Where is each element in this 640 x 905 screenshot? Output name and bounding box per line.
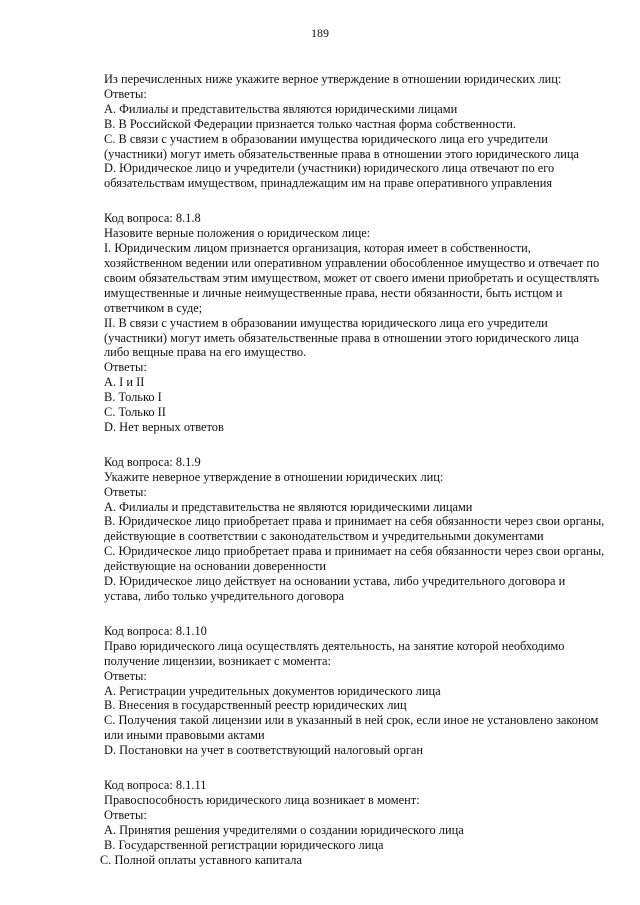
answers-heading: Ответы:: [104, 484, 147, 499]
answer-a: A. I и II: [104, 375, 145, 390]
question-block-8-1-11: [100, 778, 620, 867]
answer-b: B. Внесения в государственный реестр юридических лиц: [104, 698, 407, 713]
answers-heading: Ответы:: [104, 807, 147, 822]
statement-i-continued: ответчиком в суде;: [104, 300, 203, 315]
question-code: Код вопроса: 8.1.11: [104, 778, 207, 793]
answer-c-continued: или иными правовыми актами: [104, 728, 265, 743]
answer-d: D. Постановки на учет в соответствующий налоговый орган: [104, 743, 423, 758]
question-block-8-1-7: [104, 72, 620, 191]
question-text: Право юридического лица осуществлять деятельность, на занятие которой необходимо: [104, 638, 565, 653]
answer-d-continued: устава, либо только учредительного договора: [104, 589, 345, 603]
answer-b: B. Юридическое лицо приобретает права и принимает на себя обязанности через свои органы,: [104, 514, 605, 529]
question-code: Код вопроса: 8.1.10: [104, 623, 207, 638]
question-text-continued: получение лицензии, возникает с момента:: [104, 653, 331, 668]
statement-ii-continued: либо вещные права на его имущество.: [104, 345, 307, 360]
question-text: Из перечисленных ниже укажите верное утверждение в отношении юридических лиц:: [104, 72, 562, 86]
question-code: Код вопроса: 8.1.8: [104, 211, 201, 226]
answer-c-continued: действующие на основании доверенности: [104, 559, 327, 574]
statement-ii: II. В связи с участием в образовании имущества юридического лица его учредители: [104, 315, 548, 330]
answer-c: C. Только II: [104, 405, 166, 420]
statement-i-continued: хозяйственном ведении или оперативном управлении обособленное имущество и отвечает по: [104, 255, 600, 270]
answer-c: C. Получения такой лицензии или в указанный в ней срок, если иное не установлено законом: [104, 713, 599, 728]
page-number: 189: [311, 26, 329, 40]
answers-heading: Ответы:: [104, 360, 147, 375]
answer-c: C. Полной оплаты уставного капитала: [100, 852, 302, 867]
question-text: Правоспособность юридического лица возникает в момент:: [104, 792, 420, 807]
question-text: Укажите неверное утверждение в отношении юридических лиц:: [104, 469, 444, 484]
answer-d: D. Нет верных ответов: [104, 419, 224, 434]
answer-c: C. В связи с участием в образовании имущества юридического лица его учредители: [104, 131, 548, 146]
answer-a: A. Регистрации учредительных документов юридического лица: [104, 683, 441, 698]
answer-c: C. Юридическое лицо приобретает права и принимает на себя обязанности через свои органы,: [104, 544, 605, 559]
document-body: [100, 72, 620, 888]
answer-a: A. Филиалы и представительства являются юридическими лицами: [104, 101, 458, 116]
statement-i-continued: своим обязательствам этим имуществом, может от своего имени приобретать и осуществлять: [104, 270, 600, 285]
answer-b: B. Государственной регистрации юридического лица: [104, 837, 384, 852]
answer-d-continued: обязательствам имуществом, принадлежащим им на праве оперативного управления: [104, 176, 553, 191]
question-block-8-1-8: [104, 211, 620, 435]
answer-b: B. В Российской Федерации признается только частная форма собственности.: [104, 116, 516, 131]
answer-d: D. Юридическое лицо действует на основании устава, либо учредительного договора и: [104, 574, 566, 589]
question-block-8-1-9: [104, 455, 620, 604]
answer-c-continued: (участники) могут иметь обязательственные права в отношении этого юридического лица: [104, 146, 579, 161]
answer-d: D. Юридическое лицо и учредители (участники) юридического лица отвечают по его: [104, 161, 555, 176]
question-text: Назовите верные положения о юридическом лице:: [104, 226, 371, 241]
question-block-8-1-10: [104, 624, 620, 758]
question-code: Код вопроса: 8.1.9: [104, 454, 201, 469]
answer-a: A. Филиалы и представительства не являются юридическими лицами: [104, 499, 473, 514]
answer-b-continued: действующие в соответствии с законодательством и учредительными документами: [104, 529, 544, 544]
statement-ii-continued: (участники) могут иметь обязательственные права в отношении этого юридического лица: [104, 330, 579, 345]
answer-b: B. Только I: [104, 390, 162, 405]
statement-i-continued: имущественные и личные неимущественные права, нести обязанности, быть истцом и: [104, 285, 563, 300]
answers-heading: Ответы:: [104, 668, 147, 683]
answer-a: A. Принятия решения учредителями о создании юридического лица: [104, 822, 464, 837]
answers-heading: Ответы:: [104, 86, 147, 101]
statement-i: I. Юридическим лицом признается организация, которая имеет в собственности,: [104, 241, 531, 256]
